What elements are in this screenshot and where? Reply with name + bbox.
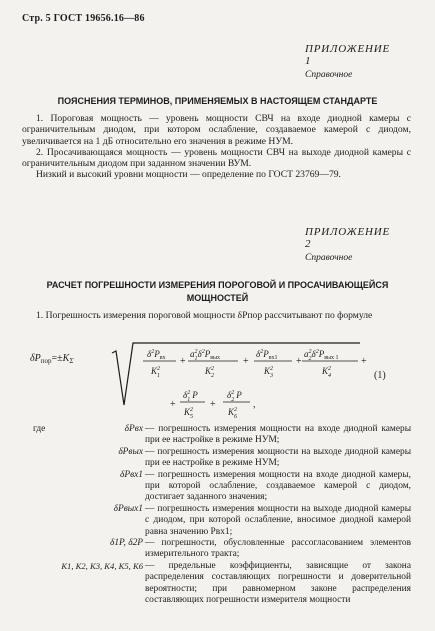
definition-text: — предельные коэффициенты, зависящие от закона распределения составляющих погрешности и доверительной вероятности; при равномерном законе распределения составляющих погрешности измерителя мощности: [145, 560, 411, 606]
formula-1: [0, 335, 435, 430]
definition-symbol: K1, K2, K3, K4, K5, K6: [61, 560, 143, 571]
appendix-1-title: ПРИЛОЖЕНИЕ 1: [305, 43, 390, 67]
svg-text:+: +: [180, 356, 186, 367]
svg-text:K25: $K^2$ 5: [184, 407, 194, 420]
definition-symbol: δPвых: [118, 446, 143, 457]
definition-symbol: δ1P, δ2P: [109, 538, 143, 549]
paragraph: Низкий и высокий уровни мощности — определение по ГОСТ 23769—79.: [36, 169, 341, 181]
section-2-intro: [22, 310, 411, 321]
svg-text:+: +: [296, 356, 302, 367]
definitions-list: [0, 424, 435, 607]
where-label: где: [33, 424, 46, 434]
formula-number: (1): [374, 370, 386, 381]
appendix-2-title: ПРИЛОЖЕНИЕ 2: [305, 226, 390, 250]
definition-text: — погрешность измерения мощности на выходе диодной камеры при ее настройке в режиме НУМ;: [145, 446, 411, 469]
section-2-heading: [22, 279, 413, 305]
svg-text:δ21P: $\delta^2$ 1 P: [183, 390, 198, 403]
appendix-1-label: [305, 43, 395, 80]
paragraph: 1. Погрешность измерения пороговой мощности δPпор рассчитывают по формуле: [36, 310, 373, 321]
svg-text:K26: $K^2$ 6: [228, 407, 238, 420]
section-2-heading-line1: РАСЧЕТ ПОГРЕШНОСТИ ИЗМЕРЕНИЯ ПОРОГОВОЙ И ПРОСАЧИВАЮЩЕЙСЯ: [46, 280, 389, 290]
svg-text:δ2Pвх: $\delta^2P_{вх}$: [147, 349, 166, 361]
definition-symbol: δPвх1: [119, 469, 143, 480]
definition-text: — погрешность измерения мощности на входе диодной камеры, при которой ослабление, создаваемое камерой с диодом, достигает заданного значения;: [145, 469, 411, 503]
svg-text:+: +: [170, 399, 176, 410]
formula-1-graphic: [0, 335, 435, 430]
formula-lhs: $\delta P_{пор}=\pm K_\Sigma$: [30, 353, 74, 365]
svg-text:a21δ2Pвых: $a^2$ $1\delta^2P_{вых}$: [190, 349, 221, 362]
paragraph: 2. Просачивающаяся мощность — уровень мощности СВЧ на выходе диодной камеры с ограничительным диодом при заданном значении ВУМ.: [22, 146, 411, 170]
definition-item: [0, 504, 435, 538]
appendix-1-subtitle: Справочное: [305, 70, 353, 80]
svg-text:K21: $K^2$ 1: [151, 366, 161, 379]
definition-symbol: δPвых1: [113, 503, 143, 514]
section-1-heading: ПОЯСНЕНИЯ ТЕРМИНОВ, ПРИМЕНЯЕМЫХ В НАСТОЯЩЕМ СТАНДАРТЕ: [57, 96, 378, 106]
definition-item: [0, 538, 435, 561]
appendix-2-label: [305, 226, 395, 263]
svg-text:+: +: [361, 356, 367, 367]
svg-text:+: +: [243, 356, 249, 367]
svg-text:,: ,: [253, 399, 256, 410]
definition-item: [0, 447, 435, 470]
definition-text: — погрешность измерения мощности на входе диодной камеры при ее настройке в режиме НУМ;: [145, 424, 411, 446]
svg-text:K22: $K^2$ 2: [205, 366, 215, 379]
svg-text:K24: $K^2$ 4: [322, 366, 332, 379]
svg-text:K23: $K^2$ 3: [264, 366, 274, 379]
svg-text:δ22P: $\delta^2$ 2 P: [227, 390, 242, 403]
svg-text:a22δ2Pвых 1: $a^2$ $2\delta^2P_{вых 1}$: [304, 349, 339, 362]
svg-text:+: +: [210, 399, 216, 410]
section-1-body: [22, 113, 411, 181]
definition-text: — погрешность измерения мощности на выходе диодной камеры с диодом, при которой ослабление, вносимое диодной камерой равна значению Pвх1;: [145, 503, 411, 537]
definition-item: [0, 561, 435, 607]
page-header: Стр. 5 ГОСТ 19656.16—86: [22, 13, 145, 24]
appendix-2-subtitle: Справочное: [305, 253, 353, 263]
definition-item: [0, 424, 435, 447]
definition-symbol: δPвх: [124, 424, 143, 434]
definition-item: [0, 470, 435, 504]
svg-text:δ2Pвх1: $\delta^2P_{вх1}$: [256, 349, 278, 361]
section-2-heading-line2: МОЩНОСТЕЙ: [186, 293, 249, 303]
definition-text: — погрешности, обусловленные рассогласованием элементов измерительного тракта;: [145, 538, 411, 560]
paragraph: 1. Пороговая мощность — уровень мощности СВЧ на входе диодной камеры с ограничительным диодом, при котором ослабление, создаваемое камерой с диодом, увеличивается на 1 дБ относительно его значения в режиме НУМ.: [22, 113, 411, 147]
